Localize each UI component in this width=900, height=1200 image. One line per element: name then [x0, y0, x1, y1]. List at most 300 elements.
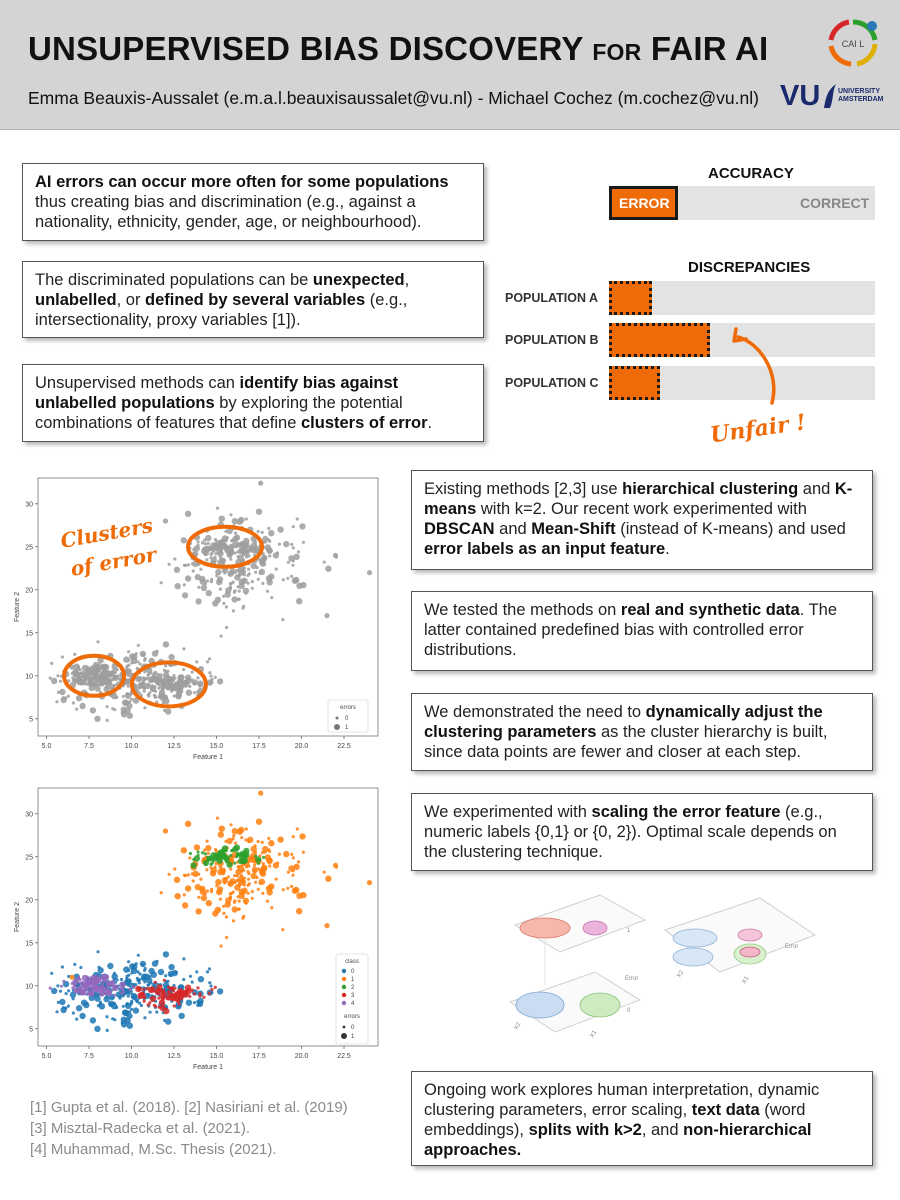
data-point: [120, 978, 123, 981]
legend-marker: [343, 1026, 346, 1029]
legend-marker: [342, 985, 346, 989]
data-point: [49, 987, 52, 990]
y-tick-label: 5: [29, 1026, 33, 1034]
data-point: [194, 844, 200, 850]
data-point: [87, 680, 93, 686]
data-point: [94, 716, 100, 722]
data-point: [232, 828, 238, 834]
data-point: [261, 582, 264, 585]
data-point: [232, 581, 235, 584]
data-point: [113, 994, 116, 997]
data-point: [107, 963, 113, 969]
data-point: [257, 888, 260, 891]
data-point: [258, 791, 263, 796]
data-point: [204, 863, 207, 866]
data-point: [161, 990, 164, 993]
data-point: [167, 990, 170, 993]
data-point: [191, 981, 194, 984]
data-point: [166, 994, 172, 1000]
data-point: [256, 876, 259, 879]
data-point: [219, 588, 222, 591]
data-point: [86, 986, 89, 989]
unfair-annotation: [700, 325, 810, 450]
reference-line: [3] Misztal-Radecka et al. (2021).: [30, 1120, 251, 1137]
data-point: [210, 678, 213, 681]
data-point: [67, 1005, 70, 1008]
data-point: [268, 864, 271, 867]
data-point: [138, 978, 141, 981]
data-point: [216, 817, 219, 820]
data-point: [164, 682, 167, 685]
data-point: [185, 511, 191, 517]
data-point: [157, 990, 160, 993]
data-point: [174, 877, 180, 883]
data-point: [170, 986, 173, 989]
data-point: [292, 888, 298, 894]
data-point: [161, 680, 164, 683]
data-point: [128, 988, 131, 991]
data-point: [105, 705, 108, 708]
data-point: [292, 578, 298, 584]
data-point: [173, 694, 176, 697]
data-point: [268, 540, 271, 543]
data-point: [195, 908, 201, 914]
data-point: [143, 706, 146, 709]
data-point: [149, 1011, 152, 1014]
data-point: [72, 979, 78, 985]
data-point: [214, 848, 217, 851]
legend-item: 1: [345, 725, 349, 731]
data-point: [266, 590, 269, 593]
data-point: [299, 523, 305, 529]
data-point: [232, 834, 235, 837]
data-point: [205, 558, 208, 561]
data-point: [125, 668, 131, 674]
data-point: [201, 851, 204, 854]
data-point: [209, 674, 212, 677]
data-point: [137, 644, 140, 647]
data-point: [182, 957, 185, 960]
data-point: [229, 854, 232, 857]
data-point: [292, 525, 295, 528]
data-point: [189, 975, 192, 978]
data-point: [225, 860, 228, 863]
data-point: [247, 878, 250, 881]
data-point: [192, 879, 195, 882]
data-point: [292, 869, 295, 872]
data-point: [183, 893, 186, 896]
data-point: [157, 997, 160, 1000]
data-point: [79, 679, 85, 685]
data-point: [241, 917, 244, 920]
data-point: [120, 991, 123, 994]
data-point: [282, 888, 285, 891]
data-point: [143, 980, 146, 983]
data-point: [325, 876, 331, 882]
data-point: [202, 996, 205, 999]
data-point: [221, 857, 224, 860]
data-point: [113, 708, 116, 711]
data-point: [127, 650, 130, 653]
data-point: [159, 999, 165, 1005]
data-point: [196, 690, 199, 693]
legend-item: 2: [351, 985, 355, 991]
data-point: [233, 874, 236, 877]
data-point: [99, 675, 102, 678]
data-point: [237, 598, 240, 601]
data-point: [192, 548, 195, 551]
data-point: [261, 865, 267, 871]
data-point: [163, 669, 166, 672]
data-point: [261, 841, 264, 844]
data-point: [251, 890, 254, 893]
data-point: [225, 626, 228, 629]
data-point: [217, 988, 223, 994]
data-point: [125, 693, 131, 699]
data-point: [222, 602, 225, 605]
data-point: [132, 985, 135, 988]
data-point: [163, 979, 166, 982]
data-point: [242, 568, 245, 571]
data-point: [234, 534, 240, 540]
population-error-fill: [609, 281, 652, 315]
data-point: [297, 860, 300, 863]
data-point: [299, 833, 305, 839]
data-point: [243, 538, 249, 544]
data-point: [255, 856, 261, 862]
data-point: [143, 969, 146, 972]
data-point: [247, 837, 253, 843]
data-point: [188, 856, 191, 859]
data-point: [254, 881, 257, 884]
x-tick-label: 15.0: [209, 1053, 224, 1060]
data-point: [225, 915, 228, 918]
data-point: [111, 997, 114, 1000]
data-point: [105, 981, 111, 987]
data-point: [192, 871, 198, 877]
data-point: [86, 676, 89, 679]
data-point: [197, 854, 200, 857]
data-point: [172, 679, 175, 682]
data-point: [113, 684, 116, 687]
data-point: [218, 831, 224, 837]
data-point: [206, 840, 209, 843]
data-point: [62, 696, 65, 699]
cluster-ellipse-pink: [583, 921, 607, 935]
legend-item: 0: [351, 969, 355, 975]
data-point: [100, 974, 106, 980]
data-point: [333, 553, 338, 558]
data-point: [125, 1003, 131, 1009]
data-point: [156, 960, 159, 963]
data-point: [234, 842, 237, 845]
data-point: [212, 910, 218, 916]
data-point: [196, 1004, 199, 1007]
data-point: [119, 982, 125, 988]
references: [30, 1097, 348, 1160]
data-point: [85, 671, 88, 674]
data-point: [219, 516, 225, 522]
data-point: [51, 678, 57, 684]
x-tick-label: 17.5: [252, 743, 266, 750]
y-axis-label: Feature 2: [14, 902, 21, 932]
population-error-fill: [609, 323, 710, 357]
data-point: [232, 919, 235, 922]
data-point: [293, 554, 299, 560]
data-point: [143, 690, 146, 693]
vu-logo: [780, 76, 890, 116]
data-point: [174, 567, 180, 573]
data-point: [173, 1004, 176, 1007]
y-tick-label: 25: [25, 854, 33, 862]
data-point: [73, 653, 76, 656]
method-box-parameters: We demonstrated the need to dynamically adjust the clustering parameters as the cluster hierarchy is built, since data points are fewer and closer at each step.: [411, 693, 873, 771]
data-point: [226, 857, 229, 860]
data-point: [268, 840, 274, 846]
data-point: [207, 852, 210, 855]
data-point: [89, 676, 92, 679]
data-point: [159, 689, 165, 695]
legend-marker: [341, 1033, 347, 1039]
data-point: [127, 685, 130, 688]
data-point: [243, 883, 246, 886]
data-point: [196, 676, 199, 679]
data-point: [187, 563, 190, 566]
data-point: [97, 967, 103, 973]
data-point: [281, 928, 284, 931]
data-point: [135, 986, 141, 992]
data-point: [82, 983, 85, 986]
data-point: [207, 549, 210, 552]
data-point: [174, 991, 180, 997]
data-point: [223, 881, 226, 884]
y-tick-label: 30: [25, 811, 33, 819]
data-point: [283, 851, 289, 857]
data-point: [126, 975, 129, 978]
data-point: [197, 544, 200, 547]
data-point: [198, 976, 204, 982]
data-point: [98, 668, 101, 671]
data-point: [65, 992, 68, 995]
box1-text: thus creating bias and discrimination (e.g., against a nationality, ethnicity, gender, age, or neighbourhood).: [35, 193, 422, 231]
data-point: [217, 678, 223, 684]
legend-marker: [334, 724, 340, 730]
data-point: [67, 989, 70, 992]
data-point: [275, 568, 278, 571]
data-point: [206, 546, 209, 549]
data-point: [267, 837, 270, 840]
data-point: [261, 892, 264, 895]
data-point: [211, 551, 214, 554]
y-tick-label: 20: [25, 587, 33, 595]
data-point: [275, 878, 278, 881]
x-axis-label: Feature 1: [193, 1064, 223, 1071]
data-point: [180, 989, 183, 992]
data-point: [136, 1000, 139, 1003]
data-point: [154, 981, 157, 984]
data-point: [238, 853, 241, 856]
data-point: [147, 984, 150, 987]
data-point: [89, 986, 92, 989]
data-point: [278, 853, 281, 856]
legend-item: 3: [351, 993, 355, 999]
poster-header: [0, 0, 900, 130]
title-part2: FAIR AI: [650, 30, 769, 67]
data-point: [184, 874, 187, 877]
intro-box-3: Unsupervised methods can identify bias against unlabelled populations by exploring the potential combinations of features that define clusters of error.: [22, 364, 484, 442]
data-point: [293, 864, 299, 870]
data-point: [183, 991, 189, 997]
data-point: [206, 590, 212, 596]
data-point: [61, 965, 64, 968]
data-point: [296, 893, 302, 899]
data-point: [183, 681, 189, 687]
data-point: [135, 962, 138, 965]
data-point: [111, 980, 114, 983]
data-point: [121, 711, 124, 714]
data-point: [96, 950, 99, 953]
data-point: [50, 662, 53, 665]
data-point: [254, 571, 257, 574]
data-point: [193, 682, 196, 685]
data-point: [273, 862, 279, 868]
data-point: [59, 680, 62, 683]
data-point: [290, 543, 293, 546]
legend-class-errors: [336, 954, 368, 1044]
data-point: [232, 596, 238, 602]
data-point: [168, 873, 171, 876]
data-point: [135, 652, 138, 655]
y-tick-label: 10: [25, 673, 33, 681]
data-point: [238, 900, 241, 903]
x-tick-label: 5.0: [41, 743, 52, 750]
data-point: [94, 1026, 100, 1032]
data-point: [165, 1018, 171, 1024]
data-point: [278, 543, 281, 546]
data-point: [106, 719, 109, 722]
data-point: [178, 693, 181, 696]
data-point: [99, 985, 102, 988]
data-point: [214, 538, 217, 541]
data-point: [187, 873, 190, 876]
data-point: [185, 821, 191, 827]
data-point: [239, 583, 245, 589]
data-point: [234, 881, 237, 884]
data-point: [75, 1018, 78, 1021]
data-point: [181, 847, 187, 853]
data-point: [204, 852, 207, 855]
data-point: [217, 853, 220, 856]
data-point: [210, 578, 213, 581]
data-point: [82, 673, 85, 676]
data-point: [266, 575, 272, 581]
intro-box-2: The discriminated populations can be unexpected, unlabelled, or defined by several variables (e.g., intersectionality, proxy variables [1]).: [22, 261, 484, 338]
data-point: [141, 653, 144, 656]
method-box-data: We tested the methods on real and synthetic data. The latter contained predefined bias with controlled error distributions.: [411, 591, 873, 671]
data-point: [240, 874, 243, 877]
data-point: [160, 891, 163, 894]
data-point: [211, 861, 214, 864]
data-point: [157, 696, 160, 699]
data-point: [96, 677, 99, 680]
data-point: [113, 1018, 116, 1021]
data-point: [210, 547, 213, 550]
data-point: [143, 1016, 146, 1019]
data-point: [59, 990, 62, 993]
data-point: [57, 691, 60, 694]
data-point: [290, 885, 293, 888]
svg-text:Error: Error: [625, 976, 639, 982]
data-point: [207, 859, 210, 862]
data-point: [220, 945, 223, 948]
data-point: [146, 977, 152, 983]
data-point: [207, 542, 210, 545]
data-point: [261, 555, 267, 561]
data-point: [232, 891, 235, 894]
data-point: [227, 881, 233, 887]
data-point: [57, 1001, 60, 1004]
data-point: [51, 988, 57, 994]
data-point: [367, 570, 372, 575]
method-box-scaling: We experimented with scaling the error feature (e.g., numeric labels {0,1} or {0, 2}). Optimal scale depends on the clustering technique.: [411, 793, 873, 871]
data-point: [186, 690, 192, 696]
data-point: [243, 573, 246, 576]
data-point: [131, 658, 137, 664]
data-point: [232, 609, 235, 612]
data-point: [148, 691, 151, 694]
data-point: [123, 966, 129, 972]
y-tick-label: 15: [25, 940, 33, 948]
data-point: [162, 995, 165, 998]
data-point: [131, 993, 137, 999]
data-point: [75, 680, 78, 683]
scatter-plot-classes: [10, 778, 395, 1081]
data-point: [121, 1021, 124, 1024]
svg-text:0: 0: [627, 1008, 631, 1014]
data-point: [156, 650, 159, 653]
data-point: [148, 968, 154, 974]
data-point: [201, 895, 207, 901]
data-point: [233, 591, 236, 594]
data-point: [297, 550, 300, 553]
data-point: [199, 878, 202, 881]
data-point: [265, 854, 271, 860]
data-point: [229, 544, 232, 547]
vu-logo-text: VU: [780, 80, 821, 112]
population-label: POPULATION C: [505, 376, 599, 390]
data-point: [223, 571, 226, 574]
data-point: [123, 656, 129, 662]
data-point: [225, 605, 228, 608]
data-point: [163, 1008, 169, 1014]
data-point: [72, 997, 75, 1000]
data-point: [204, 542, 207, 545]
legend-marker: [342, 1001, 346, 1005]
data-point: [62, 980, 65, 983]
data-point: [201, 541, 204, 544]
data-point: [105, 1015, 108, 1018]
title-part1: UNSUPERVISED BIAS DISCOVERY: [28, 30, 583, 67]
data-point: [238, 884, 241, 887]
legend-marker: [342, 969, 346, 973]
data-point: [238, 517, 244, 523]
data-point: [150, 686, 156, 692]
data-point: [296, 908, 302, 914]
data-point: [199, 576, 205, 582]
data-point: [143, 1000, 146, 1003]
x-tick-label: 20.0: [294, 743, 309, 750]
data-point: [324, 613, 329, 618]
